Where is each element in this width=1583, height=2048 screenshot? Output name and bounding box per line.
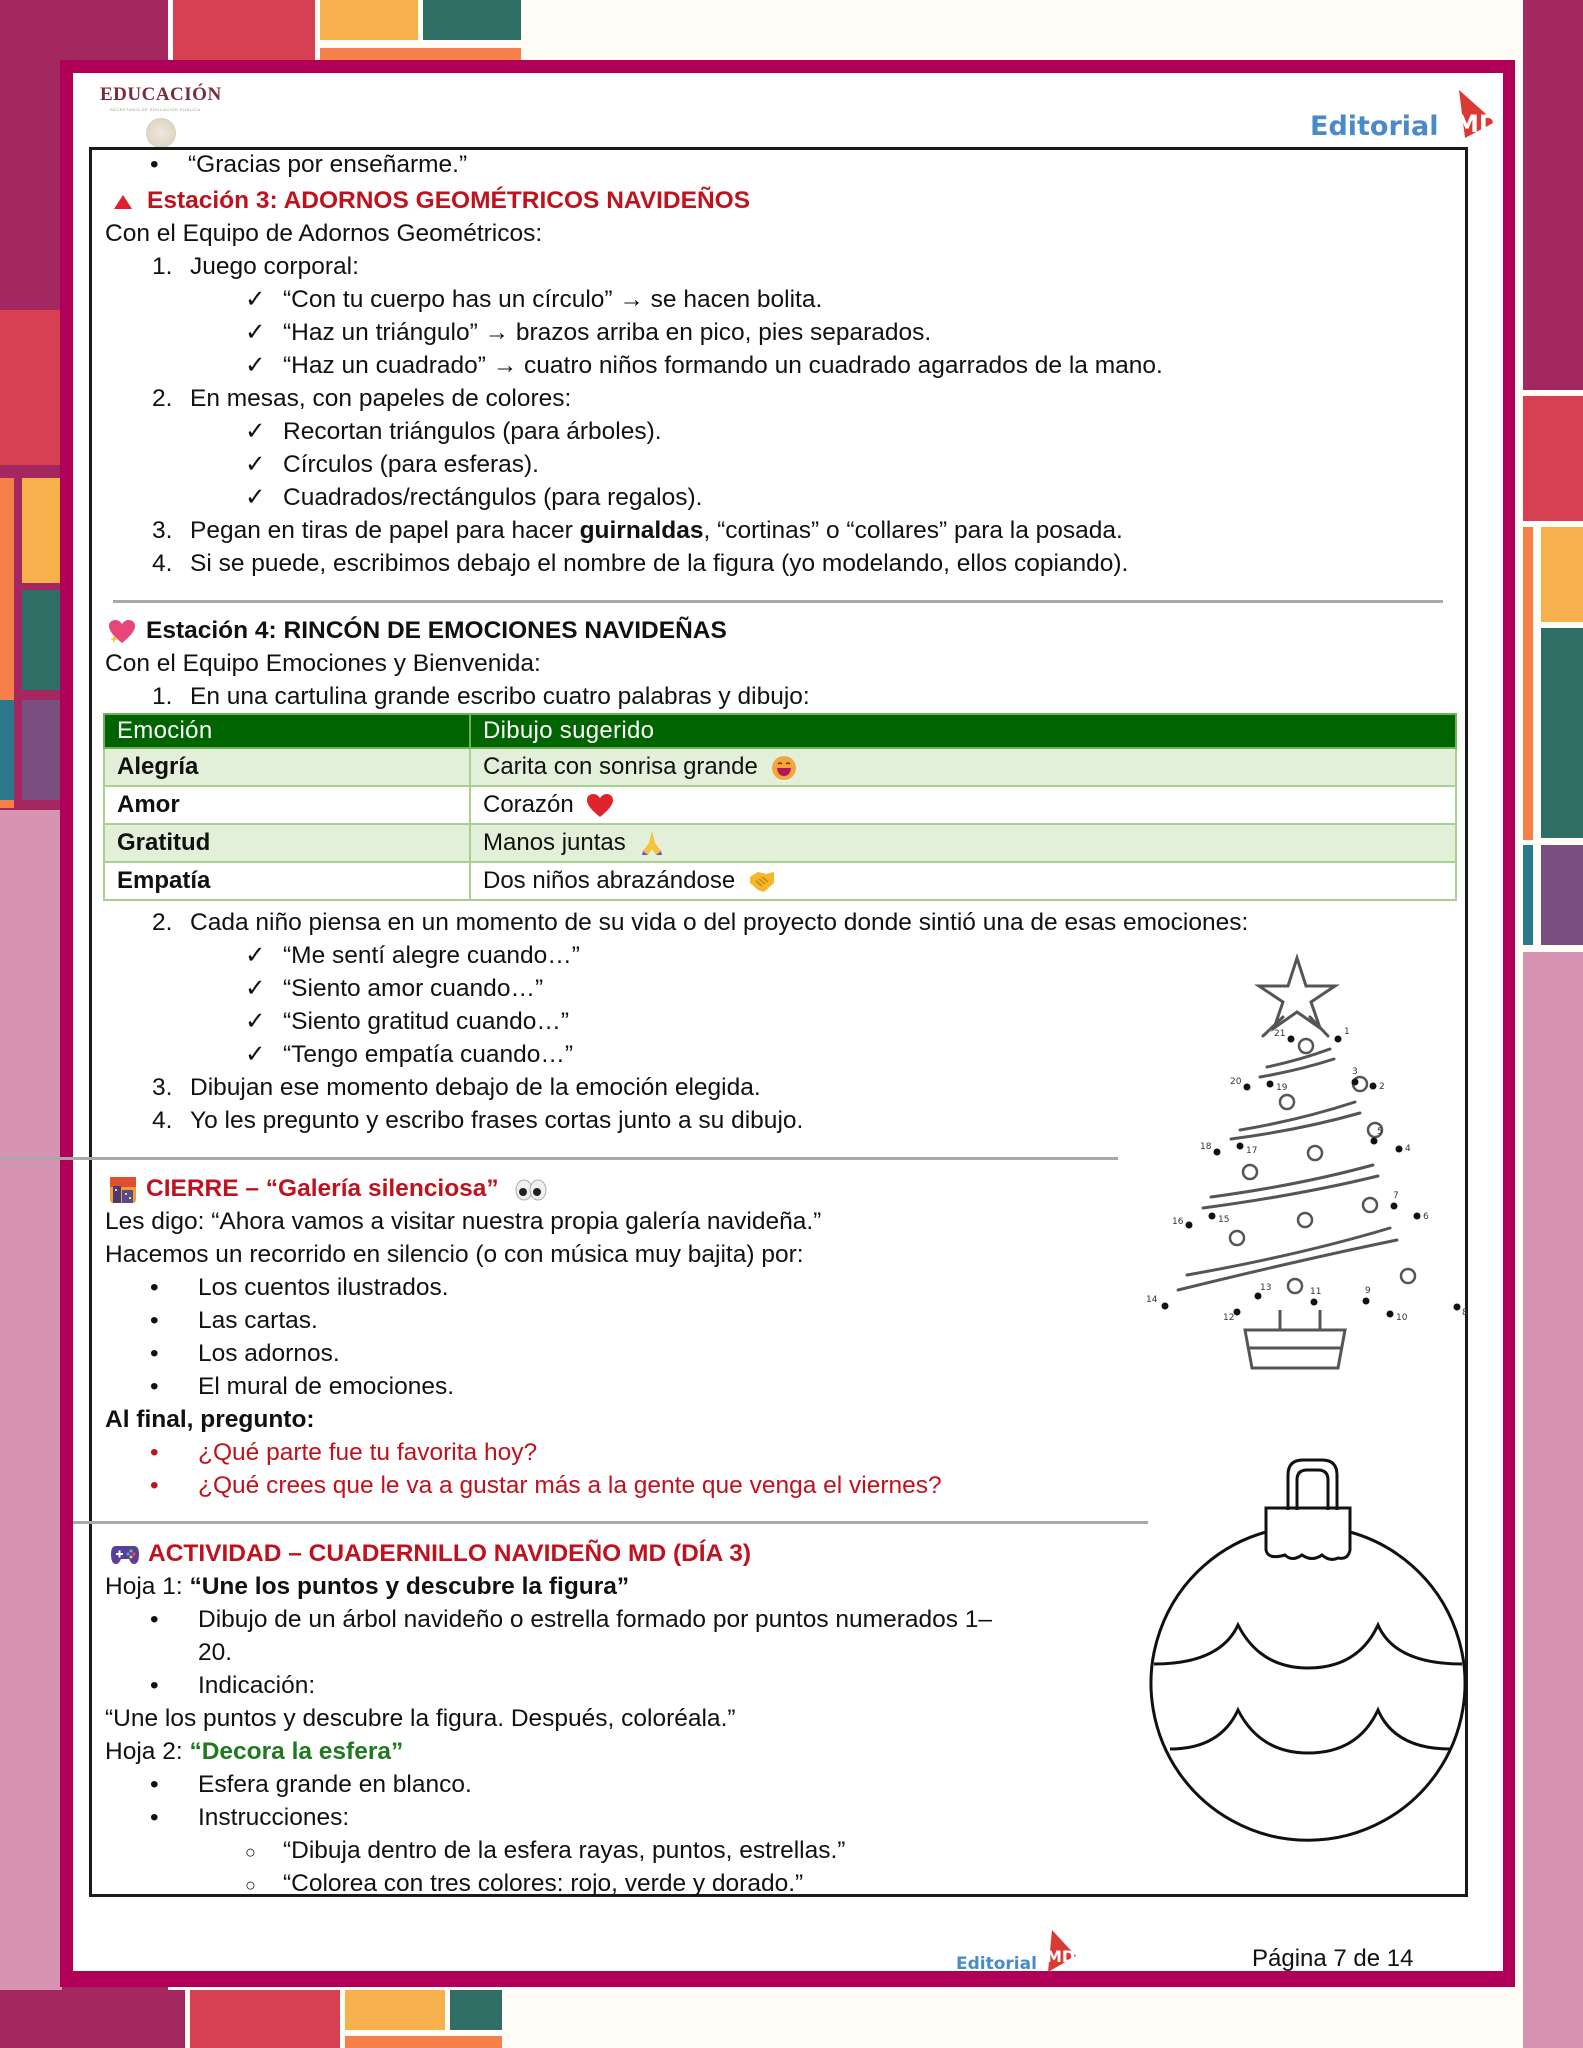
checkmark-icon: ✓	[245, 1041, 266, 1068]
sub-list-item: ○ “Colorea con tres colores: rojo, verde y dorado.”	[245, 1869, 803, 1900]
editorial-logo-word: Editorial	[956, 1954, 1037, 1974]
dot-label: 14	[1146, 1295, 1158, 1305]
emotion-cell: Alegría	[104, 748, 470, 786]
closing-heading: CIERRE – “Galería silenciosa”	[110, 1174, 548, 1204]
drawing-cell: Manos juntas	[470, 824, 1456, 862]
table-row	[104, 824, 1456, 862]
bg-block	[1541, 527, 1583, 622]
checkmark-icon: ✓	[245, 975, 266, 1002]
bullet-icon: •	[150, 1804, 159, 1831]
section-divider	[0, 1157, 1118, 1160]
list-item: • Dibujo de un árbol navideño o estrella formado por puntos numerados 1–	[150, 1606, 993, 1633]
bullet-icon: •	[150, 151, 159, 178]
dot-label: 17	[1246, 1146, 1258, 1156]
bg-block	[190, 1990, 340, 2048]
bg-block	[320, 0, 418, 40]
emotion-cell: Gratitud	[104, 824, 470, 862]
bullet-icon: •	[150, 1373, 159, 1400]
editorial-logo-bottom	[956, 1928, 1078, 1974]
emotion-cell: Amor	[104, 786, 470, 824]
intro-bullet: • “Gracias por enseñarme.”	[150, 151, 468, 178]
table-row	[104, 748, 1456, 786]
table-header-emotion: Emoción	[104, 714, 470, 748]
game-controller-icon	[110, 1544, 140, 1566]
folded-hands-icon	[638, 829, 666, 857]
bg-block	[345, 2036, 502, 2048]
question-item: • ¿Qué crees que le va a gustar más a la gente que venga el viernes?	[150, 1472, 942, 1499]
dot-label: 9	[1365, 1286, 1371, 1296]
handshake-icon	[748, 869, 776, 895]
checkmark-icon: ✓	[245, 319, 266, 346]
education-logo-subtitle: SECRETARÍA DE EDUCACIÓN PÚBLICA	[110, 107, 201, 112]
checkmark-icon: ✓	[245, 352, 266, 379]
tree-pot-icon	[1245, 1310, 1345, 1368]
tree-star-icon	[1259, 958, 1335, 1028]
editorial-md-mark-icon	[1040, 1928, 1078, 1974]
bg-block	[0, 700, 14, 800]
list-item: • El mural de emociones.	[150, 1373, 455, 1400]
bullet-icon: •	[150, 1274, 159, 1301]
sub-list-item: ○ “Dibuja dentro de la esfera rayas, puntos, estrellas.”	[245, 1836, 845, 1867]
bg-block	[1523, 0, 1583, 390]
station4-item-1: 1. En una cartulina grande escribo cuatro palabras y dibujo:	[152, 683, 810, 710]
bullet-icon: •	[150, 1307, 159, 1334]
emotions-table	[103, 713, 1457, 901]
dot-label: 18	[1200, 1142, 1212, 1152]
section-divider	[73, 1521, 1148, 1524]
dot-label: 21	[1274, 1029, 1286, 1039]
drawing-cell: Carita con sonrisa grande	[470, 748, 1456, 786]
grinning-face-icon	[771, 755, 797, 781]
station4-heading: Estación 4: RINCÓN DE EMOCIONES NAVIDEÑAS	[108, 616, 727, 646]
bullet-icon: •	[150, 1439, 159, 1466]
national-seal-icon	[146, 118, 176, 148]
hollow-bullet-icon: ○	[245, 1842, 256, 1862]
table-header-row	[104, 714, 1456, 748]
table-row	[104, 786, 1456, 824]
bg-block	[423, 0, 521, 40]
checkmark-icon: ✓	[245, 451, 266, 478]
table-row	[104, 862, 1456, 900]
svg-text:MD: MD	[1045, 1947, 1076, 1966]
sheet2-heading: Hoja 2: “Decora la esfera”	[105, 1738, 404, 1765]
station3-item-1: 1. Juego corporal:	[152, 253, 359, 280]
page-number: Página 7 de 14	[1252, 1945, 1414, 1972]
bg-block	[1530, 1990, 1583, 2048]
check-item: ✓ “Haz un triángulo” → brazos arriba en pico, pies separados.	[245, 319, 932, 346]
dot-label: 10	[1396, 1313, 1408, 1323]
bg-block	[0, 1990, 185, 2048]
list-item: • Las cartas.	[150, 1307, 318, 1334]
bg-block	[173, 0, 315, 62]
hollow-bullet-icon: ○	[245, 1875, 256, 1895]
section-divider	[113, 600, 1443, 603]
list-item: • Los adornos.	[150, 1340, 340, 1367]
dot-label: 3	[1352, 1067, 1358, 1077]
station4-item-3: 3. Dibujan ese momento debajo de la emoción elegida.	[152, 1074, 761, 1101]
dot-label: 8	[1462, 1308, 1468, 1318]
check-item: ✓ “Siento gratitud cuando…”	[245, 1008, 569, 1035]
check-item: ✓ “Con tu cuerpo has un círculo” → se hacen bolita.	[245, 286, 823, 313]
dot-label: 20	[1230, 1077, 1242, 1087]
emotion-cell: Empatía	[104, 862, 470, 900]
checkmark-icon: ✓	[245, 1008, 266, 1035]
editorial-md-mark-icon	[1445, 86, 1501, 142]
list-item: • Indicación:	[150, 1672, 316, 1699]
checkmark-icon: ✓	[245, 484, 266, 511]
bg-block	[1541, 845, 1583, 945]
dot-label: 13	[1260, 1283, 1272, 1293]
station3-heading: Estación 3: ADORNOS GEOMÉTRICOS NAVIDEÑOS	[113, 186, 750, 216]
station4-lead: Con el Equipo Emociones y Bienvenida:	[105, 650, 541, 677]
checkmark-icon: ✓	[245, 942, 266, 969]
drawing-cell: Dos niños abrazándose	[470, 862, 1456, 900]
sparkling-heart-icon	[108, 619, 136, 645]
dot-label: 1	[1344, 1027, 1350, 1037]
dot-label: 15	[1218, 1215, 1230, 1225]
dot-label: 16	[1172, 1217, 1184, 1227]
bg-block	[0, 810, 62, 2048]
list-item: • Esfera grande en blanco.	[150, 1771, 472, 1798]
ornament-ball-illustration	[1140, 1450, 1480, 1860]
check-item: ✓ Círculos (para esferas).	[245, 451, 539, 478]
table-header-drawing: Dibujo sugerido	[470, 714, 1456, 748]
bg-block	[22, 478, 62, 583]
dot-label: 11	[1310, 1287, 1322, 1297]
bg-block	[22, 590, 62, 690]
bullet-icon: •	[150, 1771, 159, 1798]
check-item: ✓ “Siento amor cuando…”	[245, 975, 544, 1002]
editorial-logo-top	[1310, 86, 1501, 142]
closing-line-2: Hacemos un recorrido en silencio (o con música muy bajita) por:	[105, 1241, 804, 1268]
bg-block	[345, 1990, 445, 2030]
closing-ask-label: Al final, pregunto:	[105, 1406, 315, 1433]
activity-heading: ACTIVIDAD – CUADERNILLO NAVIDEÑO MD (DÍA 3)	[110, 1539, 751, 1569]
bullet-icon: •	[150, 1340, 159, 1367]
bullet-icon: •	[150, 1606, 159, 1633]
dot-label: 12	[1223, 1313, 1235, 1323]
bg-block	[1541, 628, 1583, 838]
station3-item-2: 2. En mesas, con papeles de colores:	[152, 385, 572, 412]
bg-block	[0, 310, 62, 465]
station3-lead: Con el Equipo de Adornos Geométricos:	[105, 220, 543, 247]
check-item: ✓ “Me sentí alegre cuando…”	[245, 942, 580, 969]
drawing-cell: Corazón	[470, 786, 1456, 824]
station4-item-4: 4. Yo les pregunto y escribo frases cortas junto a su dibujo.	[152, 1107, 804, 1134]
dot-label: 7	[1393, 1191, 1399, 1201]
red-triangle-icon	[113, 194, 133, 210]
bg-block	[1523, 952, 1583, 2048]
check-item: ✓ Recortan triángulos (para árboles).	[245, 418, 662, 445]
station3-item-3: 3. Pegan en tiras de papel para hacer guirnaldas, “cortinas” o “collares” para la posada.	[152, 517, 1123, 544]
dot-label: 6	[1423, 1212, 1429, 1222]
bg-block	[450, 1990, 502, 2030]
checkmark-icon: ✓	[245, 286, 266, 313]
red-heart-icon	[586, 793, 614, 819]
station3-item-4: 4. Si se puede, escribimos debajo el nombre de la figura (yo modelando, ellos copiando).	[152, 550, 1129, 577]
dot-label: 2	[1379, 1082, 1385, 1092]
night-city-icon	[110, 1177, 136, 1203]
station4-item-2: 2. Cada niño piensa en un momento de su vida o del proyecto donde sintió una de esas emociones:	[152, 909, 1249, 936]
dot-label: 4	[1405, 1144, 1411, 1154]
bg-block	[1523, 527, 1533, 840]
bg-block	[1523, 396, 1583, 521]
list-item: • Instrucciones:	[150, 1804, 350, 1831]
eyes-icon	[514, 1178, 548, 1202]
sheet1-instruction: “Une los puntos y descubre la figura. Después, coloréala.”	[105, 1705, 736, 1732]
checkmark-icon: ✓	[245, 418, 266, 445]
list-item-continuation: 20.	[198, 1639, 233, 1666]
list-item: • Los cuentos ilustrados.	[150, 1274, 449, 1301]
closing-line-1: Les digo: “Ahora vamos a visitar nuestra propia galería navideña.”	[105, 1208, 822, 1235]
dot-label: 19	[1276, 1083, 1288, 1093]
bg-block	[1523, 845, 1533, 945]
bg-block	[22, 700, 62, 800]
sheet1-heading: Hoja 1: “Une los puntos y descubre la figura”	[105, 1573, 630, 1600]
dot-to-dot-tree-illustration	[1120, 950, 1468, 1380]
svg-text:MD: MD	[1454, 110, 1499, 138]
check-item: ✓ “Haz un cuadrado” → cuatro niños formando un cuadrado agarrados de la mano.	[245, 352, 1163, 379]
dot-label: 5	[1377, 1127, 1383, 1137]
education-logo: EDUCACIÓN	[100, 84, 222, 105]
bullet-icon: •	[150, 1472, 159, 1499]
editorial-logo-word: Editorial	[1310, 111, 1439, 142]
check-item: ✓ Cuadrados/rectángulos (para regalos).	[245, 484, 703, 511]
bullet-icon: •	[150, 1672, 159, 1699]
check-item: ✓ “Tengo empatía cuando…”	[245, 1041, 574, 1068]
question-item: • ¿Qué parte fue tu favorita hoy?	[150, 1439, 538, 1466]
